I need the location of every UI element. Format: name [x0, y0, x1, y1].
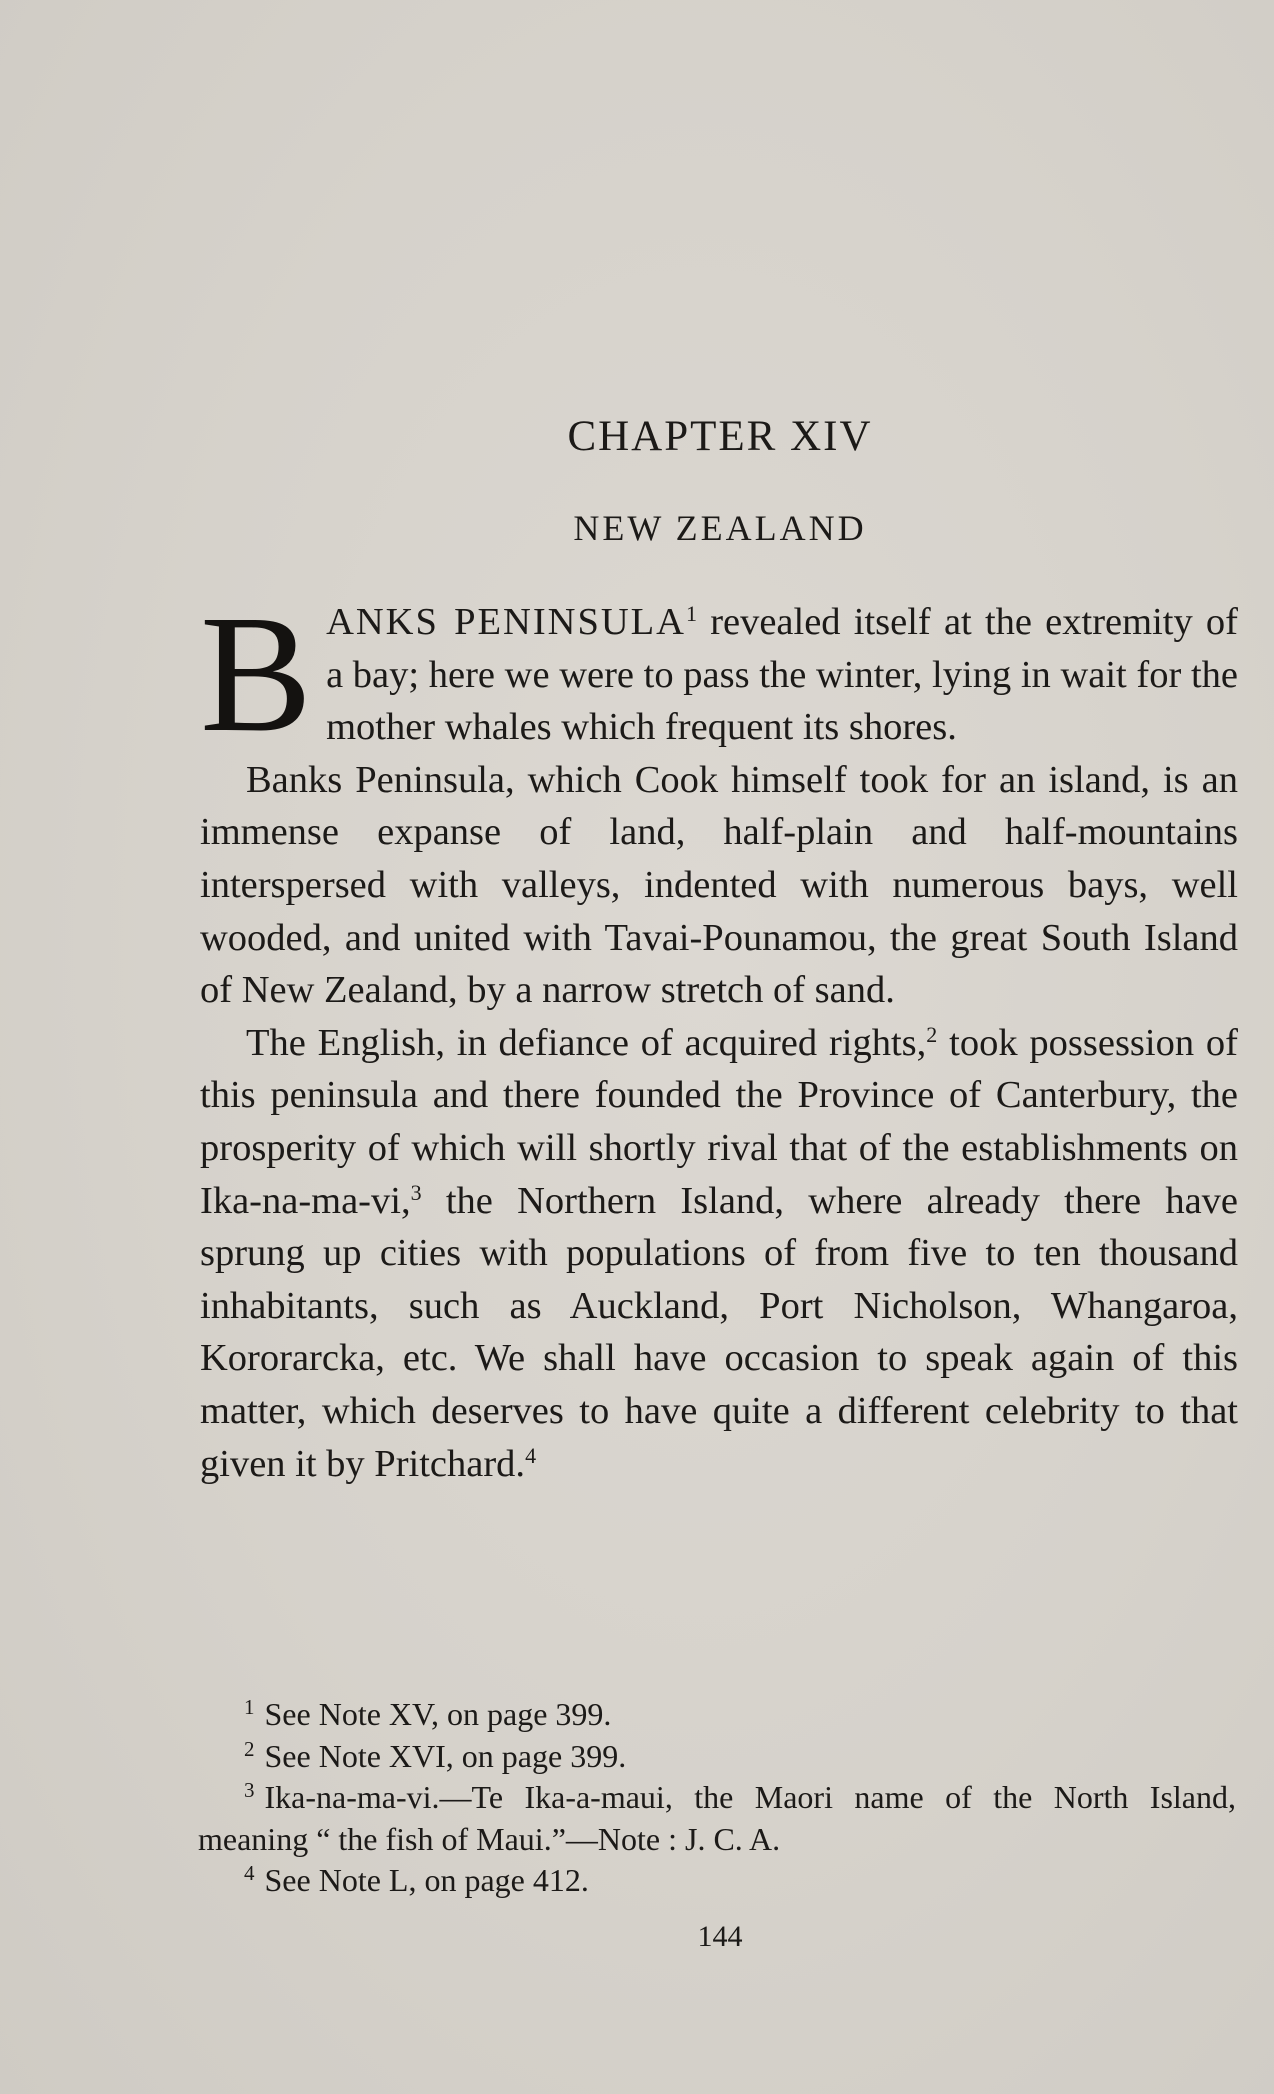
paragraph-1-text: revealed itself at the extremity of a bay; here we were to pass the winter, lying in wait for the mother whales which frequent its shores.: [326, 601, 1238, 749]
footnote-ref-2: 2: [926, 1021, 938, 1047]
paragraph-1: [200, 581, 1238, 767]
footnote-mark-2: 2: [244, 1736, 255, 1761]
chapter-subtitle: NEW ZEALAND: [573, 508, 867, 548]
footnote-ref-3: 3: [410, 1179, 422, 1205]
paragraph-3-text-c: the Northern Island, where already there have sprung up cities with populations of from five to ten thousand inhabitants, such as Auckland, Port Nicholson, Whangaroa, Kororarcka, etc. We shall have occasion to speak again of this matter, which deserves to have quite a different celebrity to that given it by Pritchard.: [200, 1179, 1238, 1485]
footnote-text-4: See Note L, on page 412.: [264, 1862, 589, 1898]
footnote-4: [198, 1860, 1236, 1902]
footnote-3: [198, 1777, 1236, 1860]
paragraph-3-text-a: The English, in defiance of acquired rights,: [246, 1021, 927, 1064]
footnote-2: [198, 1736, 1236, 1778]
footnotes: [198, 1694, 1236, 1902]
footnote-mark-1: 1: [244, 1695, 255, 1719]
opening-words: ANKS PENINSULA: [326, 601, 686, 643]
paragraph-2-text: Banks Peninsula, which Cook himself took for an island, is an immense expanse of land, half-plain and half-mountains interspersed with valleys, indented with numerous bays, well wooded, and united with Tavai-Pounamou, the great South Island of New Zealand, by a narrow stretch of sand.: [200, 758, 1238, 1012]
page-number: 144: [697, 1920, 743, 1953]
footnote-text-2: See Note XVI, on page 399.: [264, 1737, 627, 1774]
paragraph-3: [200, 1017, 1238, 1490]
chapter-heading: CHAPTER XIV: [567, 413, 873, 460]
footnote-1: [198, 1694, 1236, 1736]
footnote-text-3: Ika-na-ma-vi.—Te Ika-a-maui, the Maori name of the North Island, meaning “ the fish of Maui.”—Note : J. C. A.: [198, 1779, 1236, 1857]
footnote-ref-4: 4: [525, 1442, 537, 1468]
drop-cap: B: [200, 581, 313, 767]
footnote-text-1: See Note XV, on page 399.: [264, 1696, 612, 1732]
paragraph-2: [200, 754, 1238, 1017]
paragraph-3-text-b: took possession of this peninsula and there founded the Province of Canterbury, the prosperity of which will shortly rival that of the establishments on Ika-na-ma-vi,: [200, 1021, 1238, 1222]
footnote-ref-1: 1: [685, 601, 697, 626]
chapter-body: [200, 581, 1238, 1490]
footnote-mark-3: 3: [244, 1778, 255, 1802]
footnote-mark-4: 4: [244, 1861, 255, 1885]
